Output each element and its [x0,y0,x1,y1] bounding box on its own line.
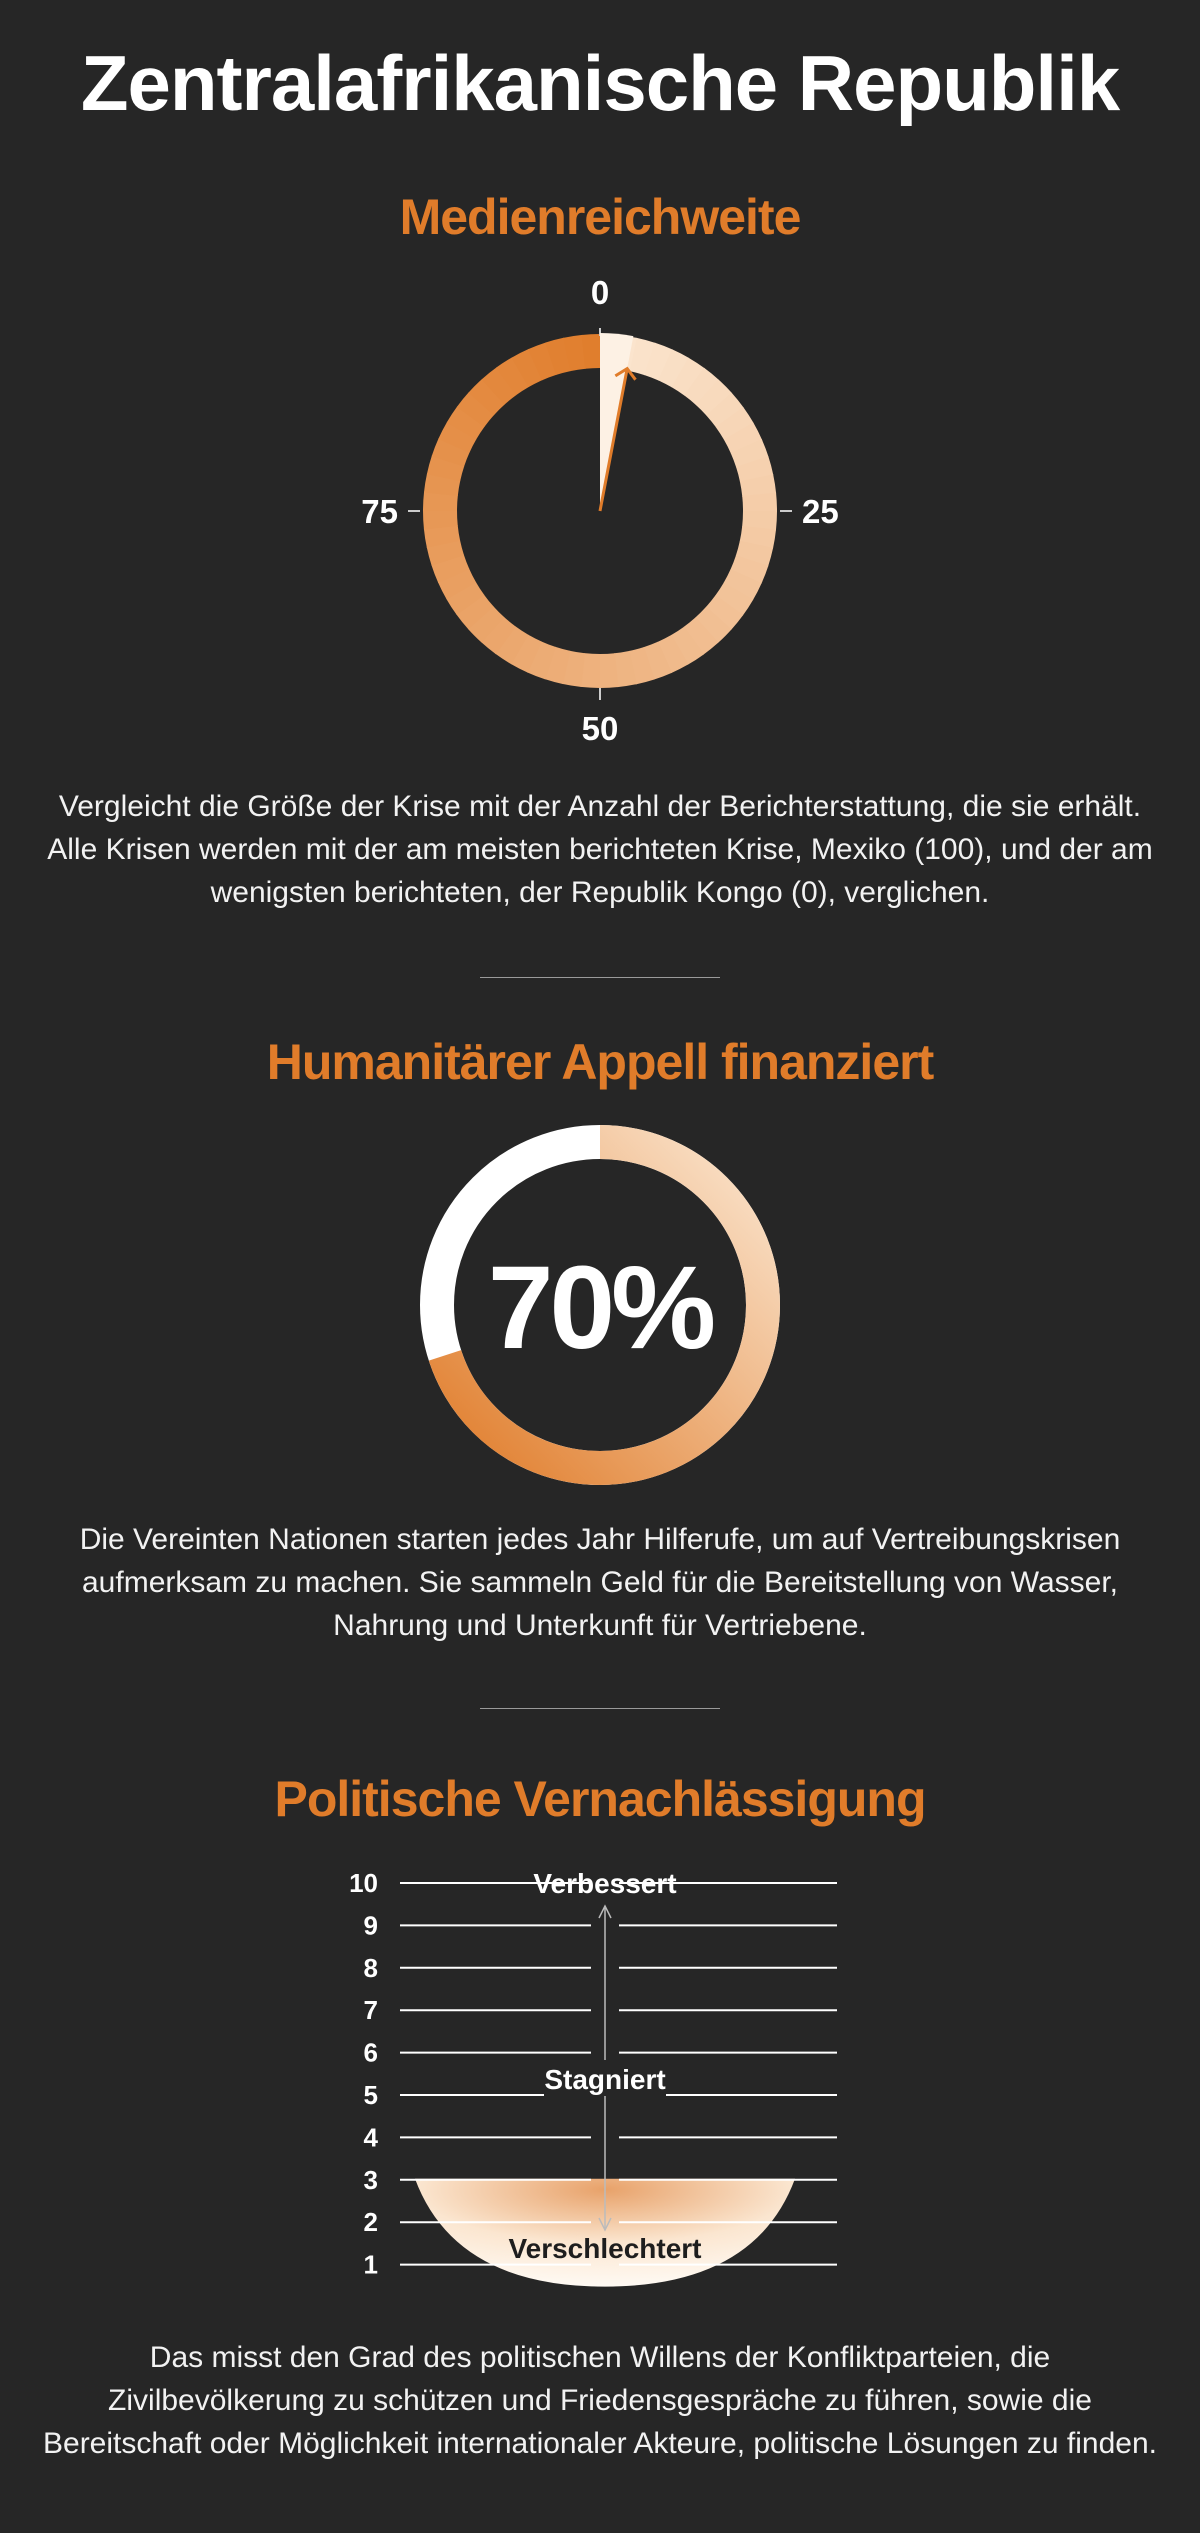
scale-number: 5 [363,2080,378,2110]
scale-number: 7 [363,1995,378,2026]
media-reach-ring-segment [694,382,708,393]
media-reach-ring-segment [738,576,746,592]
appeal-heading: Humanitärer Appell finanziert [266,1034,934,1090]
media-reach-gauge [340,268,860,758]
media-reach-ring-segment [519,649,535,657]
media-reach-ring-segment [448,560,454,576]
scale-label-75: 75 [361,493,398,530]
media-reach-ring-segment [506,372,521,382]
page-title: Zentralafrikanische Republik [80,39,1120,127]
scale-label-50: 50 [581,710,619,747]
media-reach-ring-segment [440,510,441,528]
media-reach-ring-segment [481,392,493,404]
media-reach-ring-segment [729,591,739,606]
media-reach-ring-segment [443,543,448,560]
scale-number: 1 [363,2249,378,2280]
media-reach-ring-segment [664,650,680,658]
media-reach-ring-segment [440,493,441,511]
appeal-percent: 70% [487,1242,713,1374]
scale-number: 4 [363,2122,378,2153]
media-reach-ring-segment [441,477,444,494]
scale-number: 8 [363,1952,378,1983]
scale-number: 10 [349,1868,378,1898]
media-reach-ring-segment [461,416,471,431]
media-reach-ring-segment [443,461,448,478]
media-reach-ring-segment [649,359,665,365]
media-reach-ring-segment [706,618,718,630]
media-reach-ring-segment [461,590,471,605]
media-reach-ring-segment [746,560,752,576]
media-reach-ring-segment [550,663,567,668]
appeal-donut [400,1120,800,1500]
scale-label-0: 0 [590,274,610,311]
media-reach-ring-segment [616,668,633,671]
media-reach-ring-segment [757,478,760,495]
media-reach-ring-segment [534,657,550,663]
media-reach-ring-segment [470,604,481,618]
media-reach-ring-segment [693,630,707,641]
media-reach-ring-segment [493,381,507,392]
media-reach-ring-segment [481,617,493,629]
top-label-mask [528,1900,682,1904]
scale-number: 3 [363,2164,378,2195]
media-reach-ring-segment [632,663,649,668]
media-reach-ring-segment [471,403,482,417]
media-reach-ring-segment [583,351,601,352]
media-reach-ring-segment [649,657,665,663]
neglect-description: Das misst den Grad des politischen Willens der Konfliktparteien, die Zivilbevölkerung zu schützen und Friedensgespräche zu führen, sowie die Bereitschaft oder Möglichkeit internationaler Akteure, politische Lösungen zu finden. [43,2341,1157,2460]
media-reach-ring-segment [759,494,760,512]
media-reach-ring-segment [752,462,757,479]
media-reach-ring-segment [551,354,568,359]
media-reach-ring-segment [718,605,729,619]
media-reach-ring-segment [665,365,681,373]
scale-number: 6 [363,2037,378,2068]
media-reach-ring-segment [599,670,617,671]
label-verbessert: Verbessert [533,1868,677,1899]
media-reach-ring-segment [756,528,759,545]
media-reach-heading: Medienreichweite [399,189,801,245]
media-reach-ring-segment [567,352,584,355]
scale-number: 9 [363,1910,378,1941]
media-reach-ring-segment [729,417,739,432]
label-stagniert: Stagniert [544,2064,666,2095]
media-reach-ring-segment [582,670,600,671]
media-reach-ring-segment [752,544,757,561]
media-reach-ring-segment [746,446,752,462]
neglect-heading: Politische Vernachlässigung [274,1771,926,1827]
media-reach-description: Vergleicht die Größe der Krise mit der Anzahl der Berichterstattung, die sie erhält. Alle Krisen werden mit der am meisten berichteten Krise, Mexiko (100), und der am wenigsten berichteten, der Republik Kongo (0), verglichen. [47,790,1153,909]
media-reach-ring-segment [719,404,730,418]
media-reach-ring-segment [520,364,536,372]
media-reach-ring-segment [633,354,650,359]
scale-label-25: 25 [802,493,839,530]
appeal-description: Die Vereinten Nationen starten jedes Jahr Hilferufe, um auf Vertreibungskrisen aufmerksam zu machen. Sie sammeln Geld für die Bereitstellung von Wasser, Nahrung und Unterkunft für Vertriebene. [79,1523,1121,1642]
scale-number: 2 [363,2207,378,2238]
media-reach-ring-segment [505,640,520,650]
media-reach-ring-segment [680,372,695,382]
media-reach-ring-segment [453,575,461,591]
media-reach-ring-segment [739,431,747,447]
media-reach-ring-segment [535,359,551,365]
divider-1 [480,977,720,978]
neglect-scale [330,1860,870,2300]
label-verschlechtert: Verschlechtert [508,2233,702,2264]
divider-2 [480,1708,720,1709]
media-reach-ring-segment [448,445,454,461]
media-reach-ring-segment [454,430,462,446]
media-reach-ring-segment [492,629,506,640]
media-reach-ring-segment [566,667,583,670]
media-reach-ring-segment [759,511,760,529]
media-reach-ring-segment [679,640,694,650]
media-reach-ring-segment [707,392,719,404]
media-reach-ring-segment [441,527,444,544]
